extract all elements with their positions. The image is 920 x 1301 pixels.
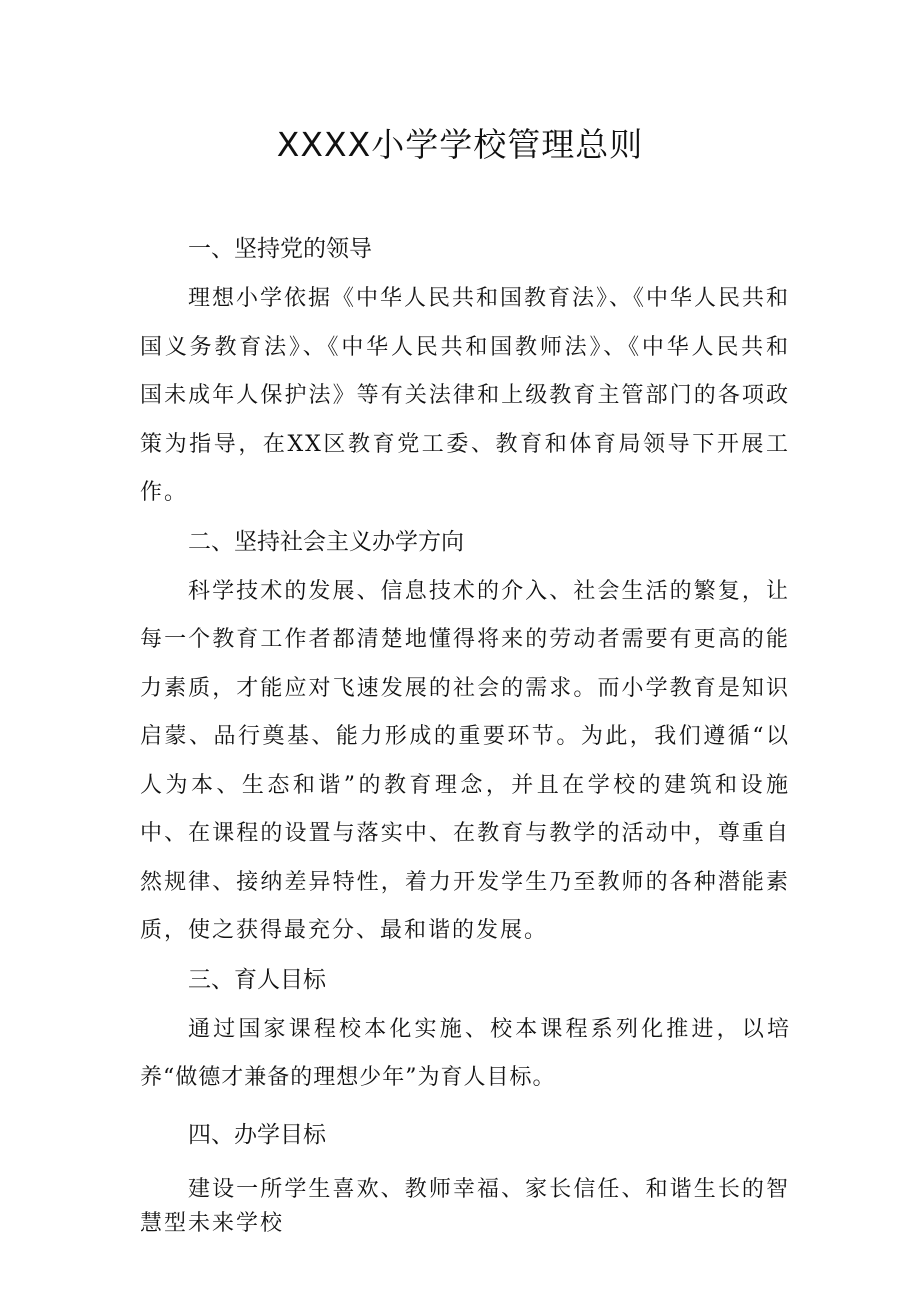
section-socialist-direction xyxy=(140,518,790,956)
document-title: XXXX小学学校管理总则 xyxy=(276,125,644,164)
section-heading: 一、坚持党的领导 xyxy=(188,236,372,262)
document-body xyxy=(140,225,790,1241)
section-heading: 二、坚持社会主义办学方向 xyxy=(188,528,464,555)
section-heading: 三、育人目标 xyxy=(188,966,326,993)
section-paragraph: 建设一所学生喜欢、教师幸福、家长信任、和谐生长的智慧型未来学校 xyxy=(140,1176,790,1236)
section-paragraph: 科学技术的发展、信息技术的介入、社会生活的繁复，让每一个教育工作者都清楚地懂得将来的劳动者需要有更高的能力素质，才能应对飞速发展的社会的需求。而小学教育是知识启蒙、品行奠基、能力形成的重要环节。为此，我们遵循“以人为本、生态和谐”的教育理念，并且在学校的建筑和设施中、在课程的设置与落实中、在教育与教学的活动中，尊重自然规律、接纳差异特性，着力开发学生乃至教师的各种潜能素质，使之获得最充分、最和谐的发展。 xyxy=(140,578,790,943)
section-paragraph: 理想小学依据《中华人民共和国教育法》、《中华人民共和国义务教育法》、《中华人民共和国教师法》、《中华人民共和国未成年人保护法》等有关法律和上级教育主管部门的各项政策为指导，在XX区教育党工委、教育和体育局领导下开展工作。 xyxy=(140,286,791,505)
section-party-leadership xyxy=(140,225,790,518)
section-paragraph: 通过国家课程校本化实施、校本课程系列化推进，以培养“做德才兼备的理想少年”为育人目标。 xyxy=(140,1016,790,1090)
section-education-goal xyxy=(140,956,790,1103)
section-school-goal xyxy=(140,1111,790,1241)
section-heading: 四、办学目标 xyxy=(188,1121,326,1148)
